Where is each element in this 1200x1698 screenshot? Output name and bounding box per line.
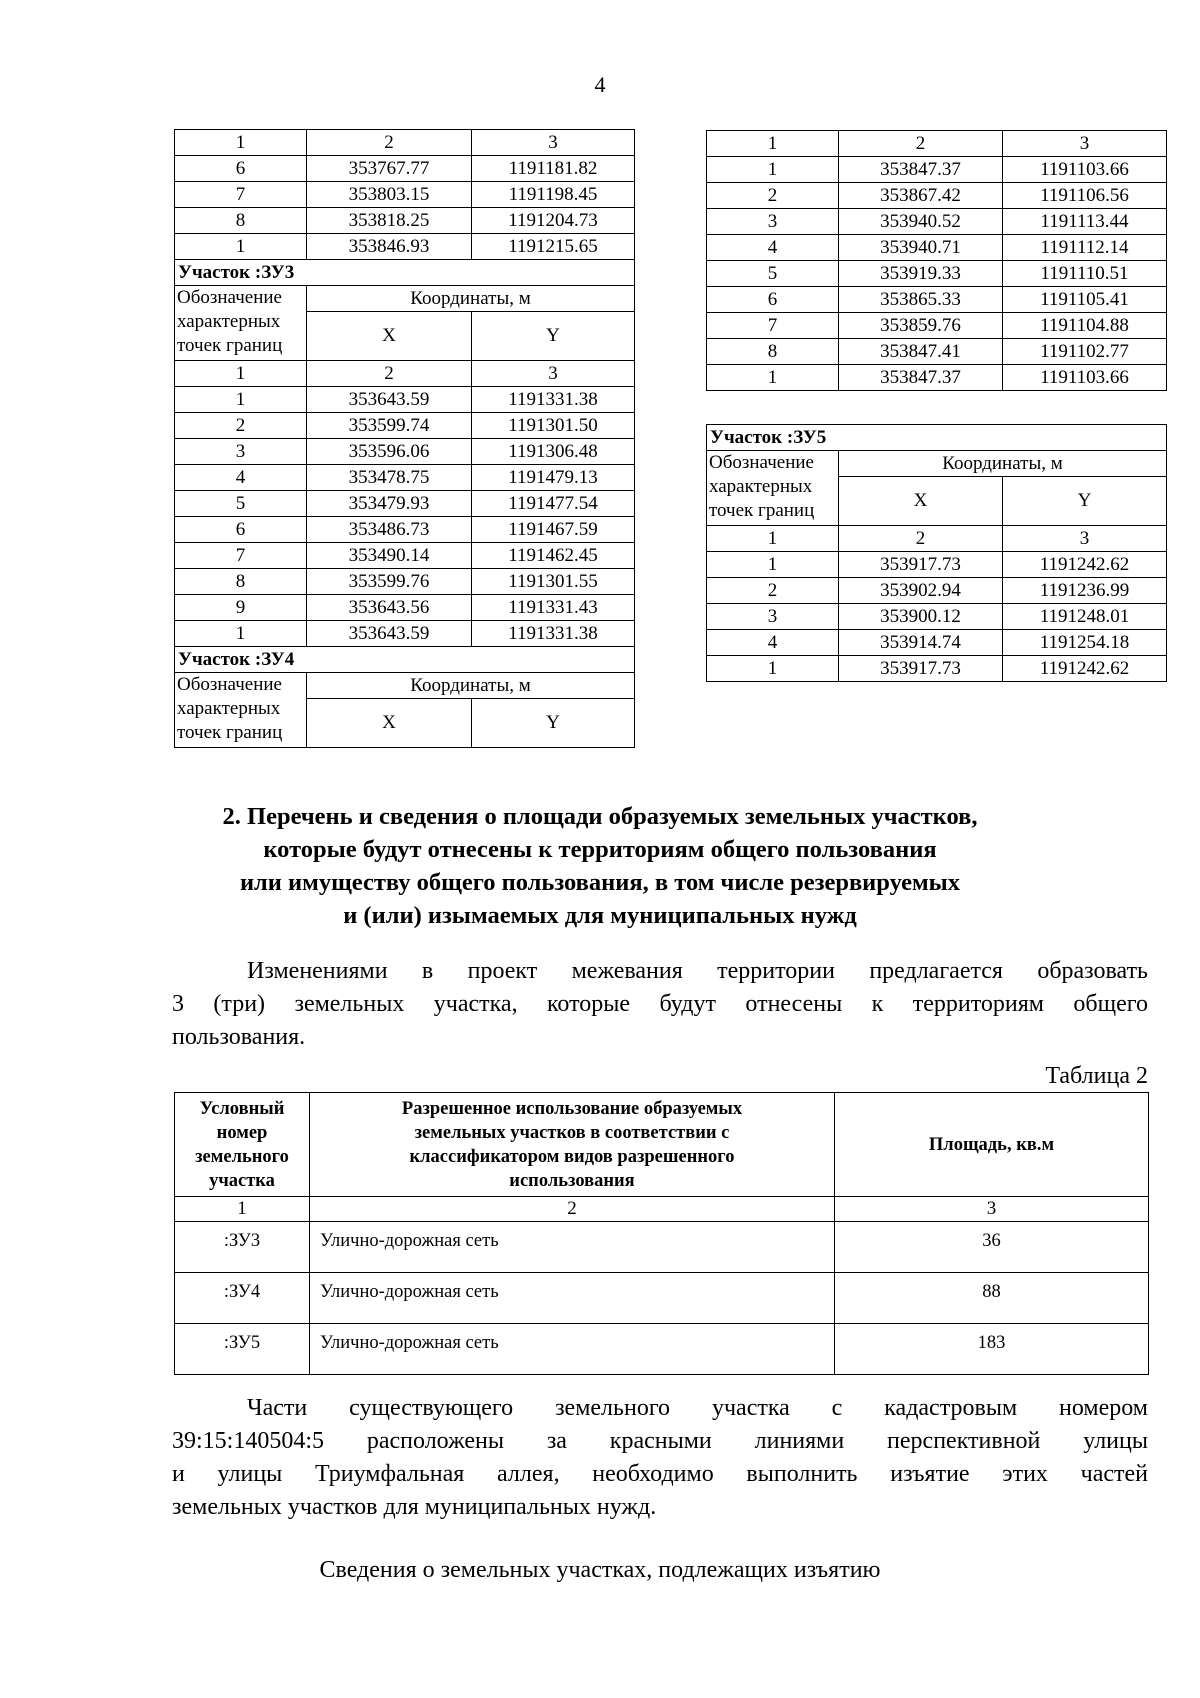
table-row — [707, 578, 1167, 604]
paragraph-line: 3 (три) земельных участка, которые будут отнесены к территориям общего — [172, 991, 1148, 1017]
table-cell: Улично-дорожная сеть — [310, 1222, 835, 1273]
plot-title-zu3: Участок :ЗУ3 — [175, 260, 635, 286]
table-row — [175, 1273, 1149, 1324]
table-cell: 1191198.45 — [472, 182, 635, 208]
y-header: Y — [1003, 477, 1167, 526]
table-cell: 353643.56 — [307, 595, 472, 621]
table-cell: 353643.59 — [307, 387, 472, 413]
table-cell: 36 — [835, 1222, 1149, 1273]
designation-header: Обозначение характерных точек границ — [175, 286, 307, 361]
table-row — [707, 630, 1167, 656]
table-cell: 2 — [307, 361, 472, 387]
table-cell: 1 — [707, 157, 839, 183]
table-cell: 1191301.50 — [472, 413, 635, 439]
header-permitted-use: Разрешенное использование образуемых земельных участков в соответствии с классификатором видов разрешенного использования — [310, 1093, 835, 1197]
y-header: Y — [472, 312, 635, 361]
table-cell: 353917.73 — [839, 552, 1003, 578]
table-cell: 6 — [175, 156, 307, 182]
table-cell: 353599.74 — [307, 413, 472, 439]
table-cell: 1191462.45 — [472, 543, 635, 569]
table-row — [707, 526, 1167, 552]
table-cell: 7 — [707, 313, 839, 339]
table-cell: 1 — [707, 131, 839, 157]
table-cell: 6 — [175, 517, 307, 543]
table-cell: 88 — [835, 1273, 1149, 1324]
table-header-row — [707, 451, 1167, 477]
table-cell: 4 — [707, 235, 839, 261]
table-cell: 353940.52 — [839, 209, 1003, 235]
table-row — [707, 656, 1167, 682]
table-cell: 1 — [175, 361, 307, 387]
table-cell: 3 — [707, 604, 839, 630]
table-cell: 1191479.13 — [472, 465, 635, 491]
table-cell: 353847.41 — [839, 339, 1003, 365]
table-cell: 353479.93 — [307, 491, 472, 517]
table-cell: 3 — [1003, 526, 1167, 552]
table-cell: 353847.37 — [839, 365, 1003, 391]
table-cell: 1191215.65 — [472, 234, 635, 260]
table-cell: 1191331.43 — [472, 595, 635, 621]
table-cell: 3 — [472, 130, 635, 156]
table-cell: 1191477.54 — [472, 491, 635, 517]
table-row — [175, 1324, 1149, 1375]
table-cell: :ЗУ5 — [175, 1324, 310, 1375]
table-cell: 1191254.18 — [1003, 630, 1167, 656]
left-coordinates-table — [174, 129, 635, 748]
designation-header: Обозначение характерных точек границ — [175, 673, 307, 748]
header-plot-number: Условный номер земельного участка — [175, 1093, 310, 1197]
table-row — [707, 157, 1167, 183]
table-cell: 1191112.14 — [1003, 235, 1167, 261]
table-cell: 1 — [175, 130, 307, 156]
x-header: X — [307, 699, 472, 748]
header-area: Площадь, кв.м — [835, 1093, 1149, 1197]
table-cell: 1191242.62 — [1003, 656, 1167, 682]
table-cell: 353859.76 — [839, 313, 1003, 339]
table-cell: 353847.37 — [839, 157, 1003, 183]
designation-header: Обозначение характерных точек границ — [707, 451, 839, 526]
table-cell: 1191106.56 — [1003, 183, 1167, 209]
coordinates-header: Координаты, м — [307, 673, 635, 699]
table-row — [175, 439, 635, 465]
table-cell: 353490.14 — [307, 543, 472, 569]
section-heading — [140, 800, 1060, 932]
table-row — [707, 313, 1167, 339]
table-row — [175, 361, 635, 387]
table-cell: 2 — [707, 578, 839, 604]
table-cell: 2 — [839, 131, 1003, 157]
table-cell: 3 — [707, 209, 839, 235]
table-cell: 353917.73 — [839, 656, 1003, 682]
table-row — [707, 365, 1167, 391]
table-cell: 353846.93 — [307, 234, 472, 260]
table-cell: 2 — [310, 1197, 835, 1222]
table-cell: 3 — [1003, 131, 1167, 157]
table-row — [175, 569, 635, 595]
table-cell: 1191301.55 — [472, 569, 635, 595]
heading-line: 2. Перечень и сведения о площади образуемых земельных участков, — [222, 803, 978, 830]
table-row — [707, 261, 1167, 287]
table-row — [707, 131, 1167, 157]
table-row — [175, 517, 635, 543]
x-header: X — [307, 312, 472, 361]
table-cell: 1 — [707, 656, 839, 682]
paragraph-line: 39:15:140504:5 расположены за красными линиями перспективной улицы — [172, 1428, 1148, 1454]
table-cell: 7 — [175, 543, 307, 569]
right-zu4-coordinates-table — [706, 130, 1167, 391]
table-row — [175, 208, 635, 234]
table-row — [175, 621, 635, 647]
table-row — [175, 234, 635, 260]
coordinates-header: Координаты, м — [307, 286, 635, 312]
table-cell: 8 — [175, 569, 307, 595]
table-cell: 2 — [307, 130, 472, 156]
heading-line: или имуществу общего пользования, в том числе резервируемых — [239, 869, 961, 896]
heading-line: и (или) изымаемых для муниципальных нужд — [343, 902, 857, 929]
table-cell: 353902.94 — [839, 578, 1003, 604]
paragraph-line: Изменениями в проект межевания территории предлагается образовать — [247, 958, 1148, 984]
table-cell: :ЗУ3 — [175, 1222, 310, 1273]
plot-title-row — [175, 647, 635, 673]
table-cell: 353867.42 — [839, 183, 1003, 209]
table-cell: 4 — [707, 630, 839, 656]
table-cell: 353596.06 — [307, 439, 472, 465]
table-cell: 353767.77 — [307, 156, 472, 182]
table-cell: :ЗУ4 — [175, 1273, 310, 1324]
parts-paragraph — [172, 1392, 1148, 1524]
table-cell: 1191331.38 — [472, 621, 635, 647]
table-row — [175, 387, 635, 413]
land-use-table — [174, 1092, 1149, 1375]
table-cell: 1191103.66 — [1003, 365, 1167, 391]
table-cell: 6 — [707, 287, 839, 313]
table-cell: 1191103.66 — [1003, 157, 1167, 183]
table-cell: Улично-дорожная сеть — [310, 1324, 835, 1375]
table-cell: 5 — [175, 491, 307, 517]
table-cell: 353940.71 — [839, 235, 1003, 261]
table-cell: 5 — [707, 261, 839, 287]
table-row — [175, 130, 635, 156]
paragraph-line: пользования. — [172, 1024, 306, 1050]
table-cell: Улично-дорожная сеть — [310, 1273, 835, 1324]
table-cell: 3 — [835, 1197, 1149, 1222]
table-cell: 1191105.41 — [1003, 287, 1167, 313]
table-cell: 1191248.01 — [1003, 604, 1167, 630]
table-cell: 1 — [707, 365, 839, 391]
table-row — [707, 604, 1167, 630]
table-cell: 1191204.73 — [472, 208, 635, 234]
table-row — [707, 287, 1167, 313]
table-cell: 353914.74 — [839, 630, 1003, 656]
table-cell: 7 — [175, 182, 307, 208]
paragraph-line: и улицы Триумфальная аллея, необходимо выполнить изъятие этих частей — [172, 1461, 1148, 1487]
table-cell: 3 — [472, 361, 635, 387]
table-cell: 183 — [835, 1324, 1149, 1375]
table-cell: 353643.59 — [307, 621, 472, 647]
table-cell: 1191113.44 — [1003, 209, 1167, 235]
table-cell: 1191181.82 — [472, 156, 635, 182]
page-number: 4 — [594, 72, 606, 97]
table-cell: 1 — [175, 621, 307, 647]
table-cell: 8 — [175, 208, 307, 234]
table-label: Таблица 2 — [1045, 1063, 1148, 1089]
paragraph-line: Части существующего земельного участка с кадастровым номером — [247, 1395, 1148, 1421]
table-cell: 1191104.88 — [1003, 313, 1167, 339]
table-cell: 3 — [175, 439, 307, 465]
plot-title-zu4: Участок :ЗУ4 — [175, 647, 635, 673]
table-cell: 1 — [175, 234, 307, 260]
table-header-row — [175, 673, 635, 699]
plot-title-row — [707, 425, 1167, 451]
table-row — [175, 1197, 1149, 1222]
table-cell: 353865.33 — [839, 287, 1003, 313]
table-row — [175, 182, 635, 208]
table-cell: 1191467.59 — [472, 517, 635, 543]
table-row — [707, 552, 1167, 578]
table-row — [175, 413, 635, 439]
table-cell: 353478.75 — [307, 465, 472, 491]
table-cell: 353803.15 — [307, 182, 472, 208]
table-cell: 353818.25 — [307, 208, 472, 234]
table-row — [175, 595, 635, 621]
table-cell: 1191102.77 — [1003, 339, 1167, 365]
plot-title-row — [175, 260, 635, 286]
table-row — [707, 339, 1167, 365]
y-header: Y — [472, 699, 635, 748]
table-cell: 9 — [175, 595, 307, 621]
heading-line: которые будут отнесены к территориям общего пользования — [263, 836, 937, 863]
seizure-section-title: Сведения о земельных участках, подлежащих изъятию — [319, 1557, 881, 1583]
paragraph-line: земельных участков для муниципальных нужд. — [172, 1494, 657, 1520]
x-header: X — [839, 477, 1003, 526]
table-cell: 1 — [175, 387, 307, 413]
table-cell: 1191306.48 — [472, 439, 635, 465]
table-cell: 1191331.38 — [472, 387, 635, 413]
table-row — [175, 1222, 1149, 1273]
table-header-row — [175, 286, 635, 312]
right-zu5-coordinates-table — [706, 424, 1167, 682]
table-row — [175, 465, 635, 491]
coordinates-header: Координаты, м — [839, 451, 1167, 477]
table-header-row — [175, 1093, 1149, 1197]
table-cell: 2 — [839, 526, 1003, 552]
table-cell: 2 — [175, 413, 307, 439]
table-cell: 1 — [175, 1197, 310, 1222]
table-cell: 353900.12 — [839, 604, 1003, 630]
table-cell: 1191236.99 — [1003, 578, 1167, 604]
table-row — [175, 543, 635, 569]
table-row — [175, 491, 635, 517]
intro-paragraph — [172, 955, 1148, 1054]
table-cell: 353486.73 — [307, 517, 472, 543]
table-cell: 1191242.62 — [1003, 552, 1167, 578]
table-row — [707, 209, 1167, 235]
table-cell: 1 — [707, 552, 839, 578]
table-cell: 1 — [707, 526, 839, 552]
table-cell: 353919.33 — [839, 261, 1003, 287]
table-cell: 8 — [707, 339, 839, 365]
table-cell: 4 — [175, 465, 307, 491]
table-row — [707, 183, 1167, 209]
table-cell: 353599.76 — [307, 569, 472, 595]
table-cell: 1191110.51 — [1003, 261, 1167, 287]
plot-title-zu5: Участок :ЗУ5 — [707, 425, 1167, 451]
table-row — [175, 156, 635, 182]
table-row — [707, 235, 1167, 261]
table-cell: 2 — [707, 183, 839, 209]
